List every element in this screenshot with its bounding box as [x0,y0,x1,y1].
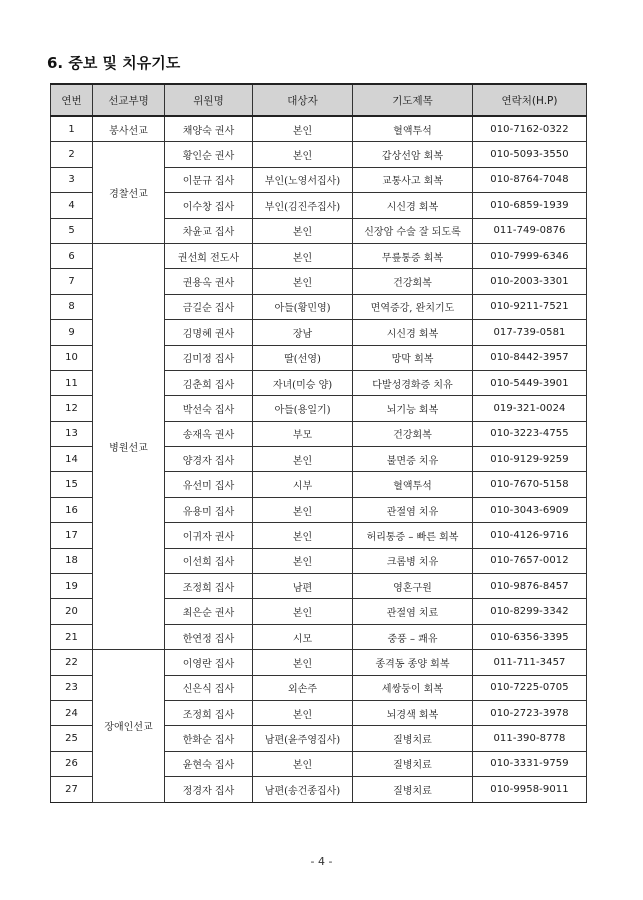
cell-target: 본인 [253,218,353,243]
cell-member: 황인순 권사 [165,142,253,167]
cell-prayer: 시신경 회복 [353,320,473,345]
cell-dept: 병원선교 [93,243,165,649]
cell-target: 본인 [253,447,353,472]
cell-no: 14 [51,447,93,472]
cell-target: 부모 [253,421,353,446]
cell-member: 송재옥 권사 [165,421,253,446]
cell-phone: 010-5449-3901 [473,370,587,395]
cell-member: 채양숙 권사 [165,116,253,142]
cell-no: 23 [51,675,93,700]
cell-no: 10 [51,345,93,370]
col-header-prayer: 기도제목 [353,84,473,116]
cell-phone: 010-7670-5158 [473,472,587,497]
cell-member: 조정희 집사 [165,700,253,725]
cell-no: 19 [51,574,93,599]
cell-no: 11 [51,370,93,395]
cell-phone: 017-739-0581 [473,320,587,345]
cell-prayer: 관절염 치료 [353,599,473,624]
cell-no: 25 [51,726,93,751]
table-row [51,116,587,142]
cell-no: 7 [51,269,93,294]
cell-target: 본인 [253,599,353,624]
prayer-table [50,83,587,803]
cell-target: 본인 [253,700,353,725]
cell-no: 12 [51,396,93,421]
cell-no: 21 [51,624,93,649]
cell-target: 장남 [253,320,353,345]
cell-prayer: 혈액투석 [353,472,473,497]
cell-no: 8 [51,294,93,319]
cell-member: 유용미 집사 [165,497,253,522]
cell-target: 자녀(미승 양) [253,370,353,395]
cell-phone: 010-8299-3342 [473,599,587,624]
cell-member: 금길순 집사 [165,294,253,319]
col-header-phone: 연락처(H.P) [473,84,587,116]
cell-no: 15 [51,472,93,497]
cell-prayer: 불면증 치유 [353,447,473,472]
cell-member: 유선미 집사 [165,472,253,497]
cell-target: 본인 [253,650,353,675]
cell-target: 본인 [253,142,353,167]
cell-target: 남편(윤주영집사) [253,726,353,751]
cell-no: 22 [51,650,93,675]
cell-no: 16 [51,497,93,522]
cell-phone: 010-7162-0322 [473,116,587,142]
cell-no: 5 [51,218,93,243]
cell-no: 26 [51,751,93,776]
cell-target: 남편(송건종집사) [253,777,353,802]
cell-prayer: 종격동 종양 회복 [353,650,473,675]
cell-no: 9 [51,320,93,345]
cell-phone: 010-3043-6909 [473,497,587,522]
cell-prayer: 건강회복 [353,269,473,294]
cell-prayer: 혈액투석 [353,116,473,142]
cell-prayer: 질병치료 [353,751,473,776]
cell-target: 본인 [253,243,353,268]
cell-phone: 010-9211-7521 [473,294,587,319]
cell-target: 본인 [253,116,353,142]
section-title: 6. 중보 및 치유기도 [47,54,181,72]
cell-prayer: 뇌기능 회복 [353,396,473,421]
page-number: - 4 - [310,855,333,868]
table-row [51,142,587,167]
col-header-target: 대상자 [253,84,353,116]
table-row [51,243,587,268]
cell-no: 4 [51,193,93,218]
cell-phone: 011-749-0876 [473,218,587,243]
cell-prayer: 다발성경화증 치유 [353,370,473,395]
cell-prayer: 갑상선암 회복 [353,142,473,167]
cell-prayer: 뇌경색 회복 [353,700,473,725]
cell-member: 이선희 집사 [165,548,253,573]
cell-prayer: 질병치료 [353,726,473,751]
cell-prayer: 중풍 – 쾌유 [353,624,473,649]
cell-prayer: 신장암 수술 잘 되도록 [353,218,473,243]
cell-member: 권용옥 권사 [165,269,253,294]
cell-phone: 011-390-8778 [473,726,587,751]
cell-member: 한화순 집사 [165,726,253,751]
cell-member: 김미정 집사 [165,345,253,370]
cell-phone: 010-6356-3395 [473,624,587,649]
cell-target: 본인 [253,751,353,776]
cell-no: 6 [51,243,93,268]
col-header-no: 연번 [51,84,93,116]
col-header-member: 위원명 [165,84,253,116]
cell-prayer: 건강회복 [353,421,473,446]
cell-member: 윤현숙 집사 [165,751,253,776]
cell-member: 김명혜 권사 [165,320,253,345]
cell-member: 박선숙 집사 [165,396,253,421]
cell-phone: 010-7999-6346 [473,243,587,268]
cell-member: 한연정 집사 [165,624,253,649]
cell-phone: 010-3223-4755 [473,421,587,446]
cell-no: 27 [51,777,93,802]
cell-target: 부인(노영서집사) [253,167,353,192]
cell-phone: 019-321-0024 [473,396,587,421]
cell-target: 본인 [253,523,353,548]
cell-phone: 010-8442-3957 [473,345,587,370]
cell-member: 양경자 집사 [165,447,253,472]
table-row [51,650,587,675]
cell-phone: 010-4126-9716 [473,523,587,548]
cell-prayer: 질병치료 [353,777,473,802]
cell-phone: 010-5093-3550 [473,142,587,167]
cell-target: 남편 [253,574,353,599]
cell-phone: 010-6859-1939 [473,193,587,218]
cell-phone: 010-8764-7048 [473,167,587,192]
cell-target: 본인 [253,548,353,573]
cell-phone: 010-2723-3978 [473,700,587,725]
table-body [51,116,587,802]
cell-prayer: 허리통증 – 빠른 회복 [353,523,473,548]
cell-phone: 010-7657-0012 [473,548,587,573]
cell-target: 본인 [253,269,353,294]
cell-dept: 경찰선교 [93,142,165,244]
cell-prayer: 면역증강, 완치기도 [353,294,473,319]
cell-no: 2 [51,142,93,167]
cell-prayer: 시신경 회복 [353,193,473,218]
cell-prayer: 관절염 치유 [353,497,473,522]
cell-target: 시부 [253,472,353,497]
cell-phone: 010-3331-9759 [473,751,587,776]
cell-prayer: 교통사고 회복 [353,167,473,192]
cell-no: 20 [51,599,93,624]
cell-member: 정경자 집사 [165,777,253,802]
cell-member: 이수창 집사 [165,193,253,218]
cell-phone: 010-7225-0705 [473,675,587,700]
cell-no: 18 [51,548,93,573]
cell-prayer: 무릎통증 회복 [353,243,473,268]
cell-phone: 010-9958-9011 [473,777,587,802]
cell-dept: 봉사선교 [93,116,165,142]
cell-phone: 011-711-3457 [473,650,587,675]
cell-target: 아들(황민영) [253,294,353,319]
table-header-row [51,84,587,116]
cell-member: 이영란 집사 [165,650,253,675]
cell-member: 김춘희 집사 [165,370,253,395]
cell-target: 아들(용일기) [253,396,353,421]
cell-prayer: 영혼구원 [353,574,473,599]
cell-member: 이문규 집사 [165,167,253,192]
cell-member: 신은식 집사 [165,675,253,700]
cell-phone: 010-9129-9259 [473,447,587,472]
cell-no: 24 [51,700,93,725]
cell-no: 17 [51,523,93,548]
cell-member: 이귀자 권사 [165,523,253,548]
cell-member: 차윤교 집사 [165,218,253,243]
cell-member: 권선희 전도사 [165,243,253,268]
cell-target: 딸(선영) [253,345,353,370]
cell-target: 외손주 [253,675,353,700]
cell-no: 3 [51,167,93,192]
cell-target: 부인(김진주집사) [253,193,353,218]
cell-target: 본인 [253,497,353,522]
cell-no: 1 [51,116,93,142]
cell-member: 조정희 집사 [165,574,253,599]
cell-phone: 010-2003-3301 [473,269,587,294]
cell-dept: 장애인선교 [93,650,165,802]
cell-member: 최은순 권사 [165,599,253,624]
cell-no: 13 [51,421,93,446]
cell-prayer: 크롬병 치유 [353,548,473,573]
cell-prayer: 망막 회복 [353,345,473,370]
cell-prayer: 세쌍둥이 회복 [353,675,473,700]
col-header-dept: 선교부명 [93,84,165,116]
cell-target: 시모 [253,624,353,649]
cell-phone: 010-9876-8457 [473,574,587,599]
